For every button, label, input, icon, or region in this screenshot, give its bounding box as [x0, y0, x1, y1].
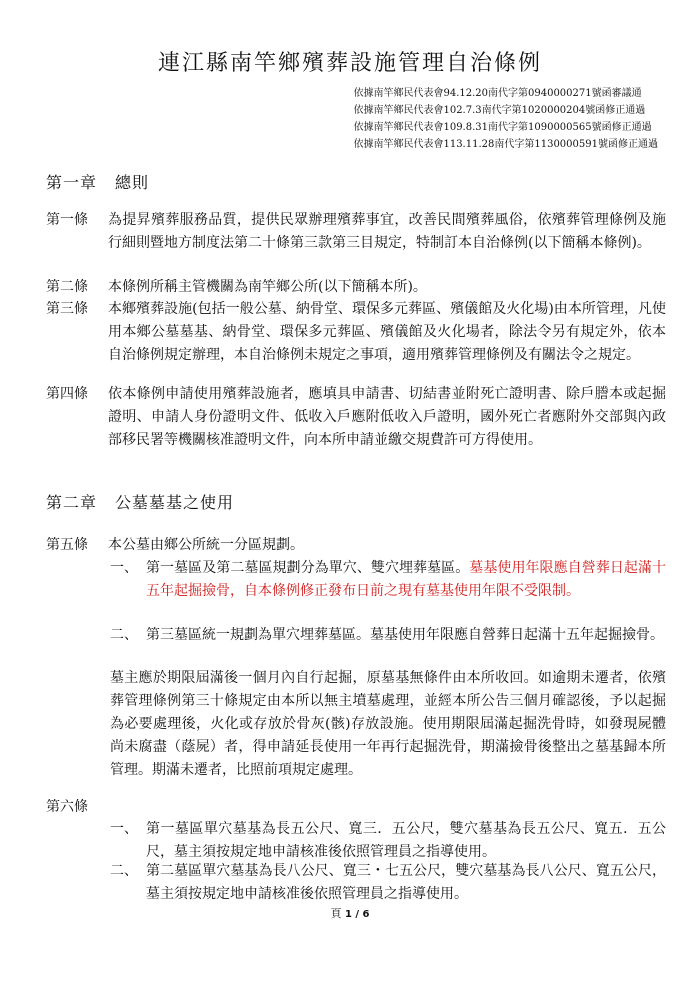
item-number: 一、: [110, 560, 138, 576]
article-5-item-1: [110, 557, 666, 603]
article-2: [46, 276, 666, 299]
article-number: 第四條: [46, 386, 88, 402]
article-number: 第二條: [46, 279, 88, 295]
article-text: 本條例所稱主管機關為南竿鄉公所(以下簡稱本所)。: [108, 279, 427, 295]
chapter-heading: [46, 490, 234, 513]
article-text: 為提昇殯葬服務品質，提供民眾辦理殯葬事宜，改善民間殯葬風俗，依殯葬管理條例及施行細則暨地方制度法第二十條第三款第三目規定，特制訂本自治條例(以下簡稱本條例)。: [108, 212, 666, 251]
approval-line: 依據南竿鄉民代表會102.7.3南代字第1020000204號函修正通過: [353, 105, 646, 116]
article-6-item-2: [110, 860, 666, 906]
article-number: 第三條: [46, 301, 88, 317]
approval-line: 依據南竿鄉民代表會94.12.20南代字第0940000271號函審議通: [353, 88, 642, 99]
page-label: 頁: [330, 907, 342, 920]
page-number: 1 / 6: [344, 909, 370, 920]
item-number: 一、: [110, 821, 138, 837]
item-text: [146, 557, 666, 603]
article-6-item-1: [110, 818, 666, 864]
approval-history: [353, 85, 658, 153]
item-number: 二、: [110, 627, 138, 643]
article-5-paragraph: 墓主應於期限屆滿後一個月內自行起掘，原墓基無條件由本所收回。如逾期未遷者，依殯葬管理條例第三十條規定由本所以無主墳墓處理，並經本所公告三個月確認後，予以起掘為必要處理後，火化或存放於骨灰(骸)存放設施。使用期限屆滿起掘洗骨時，如發現屍體尚未腐盡（蔭屍）者，得申請延長使用一年再行起掘洗骨，期滿撿骨後整出之墓基歸本所管理。期滿未遷者，比照前項規定處理。: [110, 670, 666, 778]
article-text: 本鄉殯葬設施(包括一般公墓、納骨堂、環保多元葬區、殯儀館及火化場)由本所管理，凡使用本鄉公墓墓基、納骨堂、環保多元葬區、殯儀館及火化場者，除法令另有規定外，依本自治條例規定辦理，本自治條例未規定之事項，適用殯葬管理條例及有關法令之規定。: [108, 301, 666, 363]
item-text: 第一墓區單穴墓基為長五公尺、寬三．五公尺，雙穴墓基為長五公尺、寬五．五公尺，墓主須按規定地申請核准後依照管理員之指導使用。: [146, 821, 666, 860]
approval-line: 依據南竿鄉民代表會109.8.31南代字第1090000565號函修正通過: [353, 122, 652, 133]
article-text: 本公墓由鄉公所統一分區規劃。: [108, 537, 304, 553]
item-text-normal: 第一墓區及第二墓區規劃分為單穴、雙穴埋葬墓區。: [146, 560, 470, 576]
chapter-heading: [46, 170, 149, 193]
item-text: 第三墓區統一規劃為單穴埋葬墓區。墓基使用年限應自營葬日起滿十五年起掘撿骨。: [146, 627, 664, 643]
article-5-item-2: [110, 624, 666, 647]
chapter-title: 總則: [115, 173, 150, 192]
article-4: [46, 383, 666, 452]
article-number: 第五條: [46, 537, 88, 553]
item-text: 第二墓區單穴墓基為長八公尺、寬三・七五公尺，雙穴墓基為長八公尺、寬五公尺，墓主須按規定地申請核准後依照管理員之指導使用。: [146, 863, 666, 902]
article-5: [46, 534, 666, 557]
article-number: 第一條: [46, 212, 88, 228]
article-3: [46, 298, 666, 367]
item-number: 二、: [110, 863, 138, 879]
chapter-number: 第二章: [46, 493, 98, 512]
chapter-number: 第一章: [46, 173, 98, 192]
chapter-title: 公墓墓基之使用: [115, 493, 235, 512]
approval-line: 依據南竿鄉民代表會113.11.28南代字第1130000591號函修正通過: [353, 139, 658, 150]
page-footer: [0, 905, 700, 921]
article-text: 依本條例申請使用殯葬設施者，應填具申請書、切結書並附死亡證明書、除戶謄本或起掘證明、申請人身份證明文件、低收入戶應附低收入戶證明，國外死亡者應附外交部與內政部移民署等機關核准證明文件，向本所申請並繳交規費許可方得使用。: [108, 386, 666, 448]
document-title: 連江縣南竿鄉殯葬設施管理自治條例: [157, 51, 542, 76]
article-1: [46, 209, 666, 255]
article-number: 第六條: [46, 799, 88, 815]
item-text-amendment: 墓基使用年限應自營葬日起滿十五年起掘撿骨，自本條例修正發布日前之現有墓基使用年限不受限制。: [146, 560, 667, 599]
